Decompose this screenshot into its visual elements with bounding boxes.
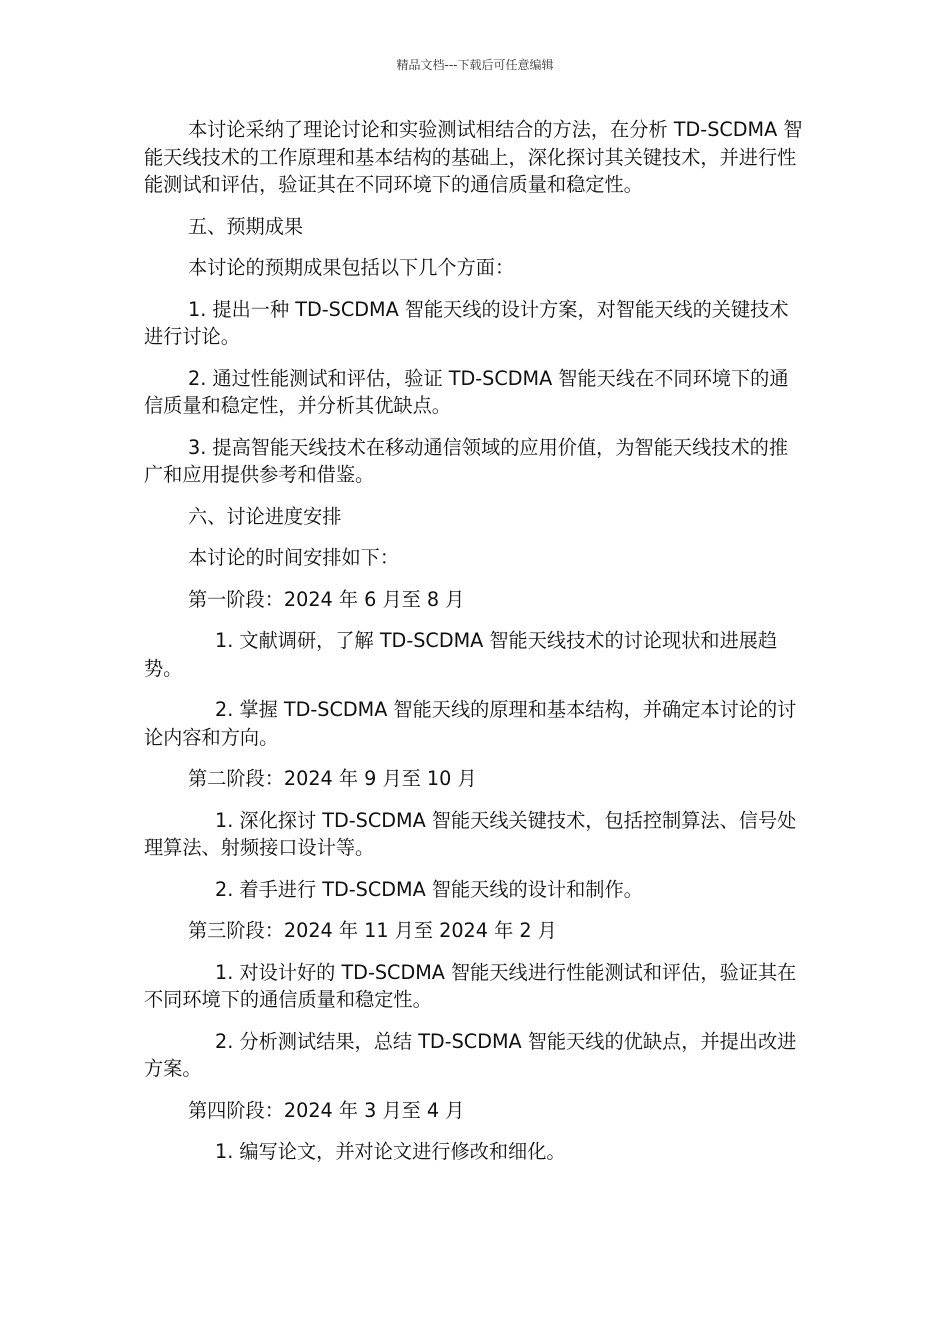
paragraph-results-intro: 本讨论的预期成果包括以下几个方面： [188,256,515,279]
document-body [144,116,804,1180]
stage-1-heading: 第一阶段：2024 年 6 月至 8 月 [188,587,465,611]
section-heading-schedule: 六、讨论进度安排 [188,504,342,528]
list-item-result-1: 1. 提出一种 TD-SCDMA 智能天线的设计方案，对智能天线的关键技术进行讨论。 [144,297,789,348]
stage-4-item-1: 1. 编写论文，并对论文进行修改和细化。 [215,1140,566,1163]
stage-2-item-2: 2. 着手进行 TD-SCDMA 智能天线的设计和制作。 [215,877,643,901]
list-item-result-2: 2. 通过性能测试和评估，验证 TD-SCDMA 智能天线在不同环境下的通信质量和稳定性，并分析其优缺点。 [144,366,789,417]
stage-3-item-1: 1. 对设计好的 TD-SCDMA 智能天线进行性能测试和评估，验证其在不同环境下的通信质量和稳定性。 [144,960,797,1011]
stage-1-item-1: 1. 文献调研，了解 TD-SCDMA 智能天线技术的讨论现状和进展趋势。 [144,629,778,680]
paragraph-methodology: 本讨论采纳了理论讨论和实验测试相结合的方法，在分析 TD-SCDMA 智能天线技术的工作原理和基本结构的基础上，深化探讨其关键技术，并进行性能测试和评估，验证其在不同环境下的通信质量和稳定性。 [144,118,803,196]
list-item-result-3: 3. 提高智能天线技术在移动通信领域的应用价值，为智能天线技术的推广和应用提供参考和借鉴。 [144,435,789,486]
section-heading-expected-results: 五、预期成果 [188,214,304,238]
stage-3-item-2: 2. 分析测试结果，总结 TD-SCDMA 智能天线的优缺点，并提出改进方案。 [144,1029,797,1080]
stage-3-heading: 第三阶段：2024 年 11 月至 2024 年 2 月 [188,919,557,942]
paragraph-schedule-intro: 本讨论的时间安排如下： [188,546,400,569]
page-header: 精品文档---下载后可任意编辑 [396,58,554,72]
stage-2-item-1: 1. 深化探讨 TD-SCDMA 智能天线关键技术，包括控制算法、信号处理算法、射频接口设计等。 [144,808,797,859]
stage-1-item-2: 2. 掌握 TD-SCDMA 智能天线的原理和基本结构，并确定本讨论的讨论内容和方向。 [144,698,797,749]
stage-2-heading: 第二阶段：2024 年 9 月至 10 月 [188,767,477,790]
stage-4-heading: 第四阶段：2024 年 3 月至 4 月 [188,1098,465,1122]
